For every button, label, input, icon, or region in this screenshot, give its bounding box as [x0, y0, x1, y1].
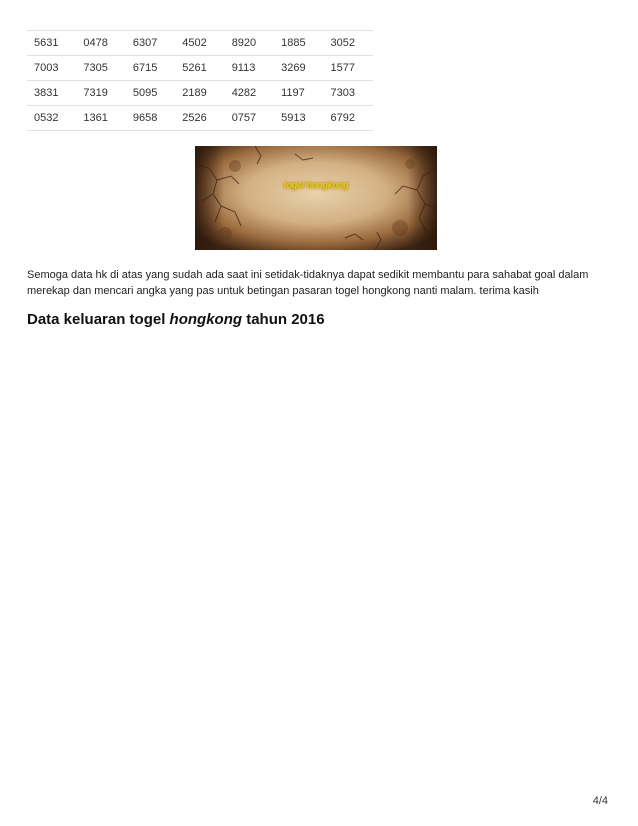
table-cell: 4282 [225, 81, 274, 106]
heading-text-end: tahun 2016 [242, 311, 325, 328]
table-cell: 3269 [274, 56, 323, 81]
table-row [27, 56, 373, 81]
table-cell: 6307 [126, 31, 175, 56]
table-cell: 0532 [27, 106, 76, 131]
table-cell: 5095 [126, 81, 175, 106]
results-table-wrapper [27, 30, 373, 131]
table-cell: 1885 [274, 31, 323, 56]
results-table [27, 30, 373, 131]
table-cell: 1577 [324, 56, 373, 81]
table-row [27, 81, 373, 106]
banner-image [195, 146, 437, 250]
table-cell: 1197 [274, 81, 323, 106]
table-cell: 9113 [225, 56, 274, 81]
closing-paragraph [27, 267, 617, 299]
heading-emphasis: hongkong [169, 311, 243, 328]
section-heading [27, 311, 325, 328]
table-cell: 8920 [225, 31, 274, 56]
table-cell: 7303 [324, 81, 373, 106]
heading-text: Data keluaran togel [27, 311, 170, 328]
banner-text: togel hongkong [283, 180, 349, 190]
table-row [27, 31, 373, 56]
table-row [27, 106, 373, 131]
table-cell: 0757 [225, 106, 274, 131]
table-cell: 3052 [324, 31, 373, 56]
table-cell: 4502 [175, 31, 224, 56]
table-cell: 0478 [76, 31, 125, 56]
table-cell: 5631 [27, 31, 76, 56]
parchment-illustration [195, 146, 437, 250]
table-cell: 7305 [76, 56, 125, 81]
table-cell: 6792 [324, 106, 373, 131]
paragraph-line: merekap dan mencari angka yang pas untuk betingan pasaran togel hongkong nanti malam. terima kasih [27, 285, 539, 297]
page-number: 4/4 [592, 795, 608, 807]
table-cell: 5913 [274, 106, 323, 131]
table-cell: 1361 [76, 106, 125, 131]
table-cell: 3831 [27, 81, 76, 106]
table-cell: 6715 [126, 56, 175, 81]
paragraph-line: Semoga data hk di atas yang sudah ada saat ini setidak-tidaknya dapat sedikit membantu para sahabat goal dalam [27, 269, 589, 281]
table-cell: 5261 [175, 56, 224, 81]
table-cell: 9658 [126, 106, 175, 131]
table-cell: 2189 [175, 81, 224, 106]
table-cell: 7319 [76, 81, 125, 106]
table-cell: 7003 [27, 56, 76, 81]
table-cell: 2526 [175, 106, 224, 131]
